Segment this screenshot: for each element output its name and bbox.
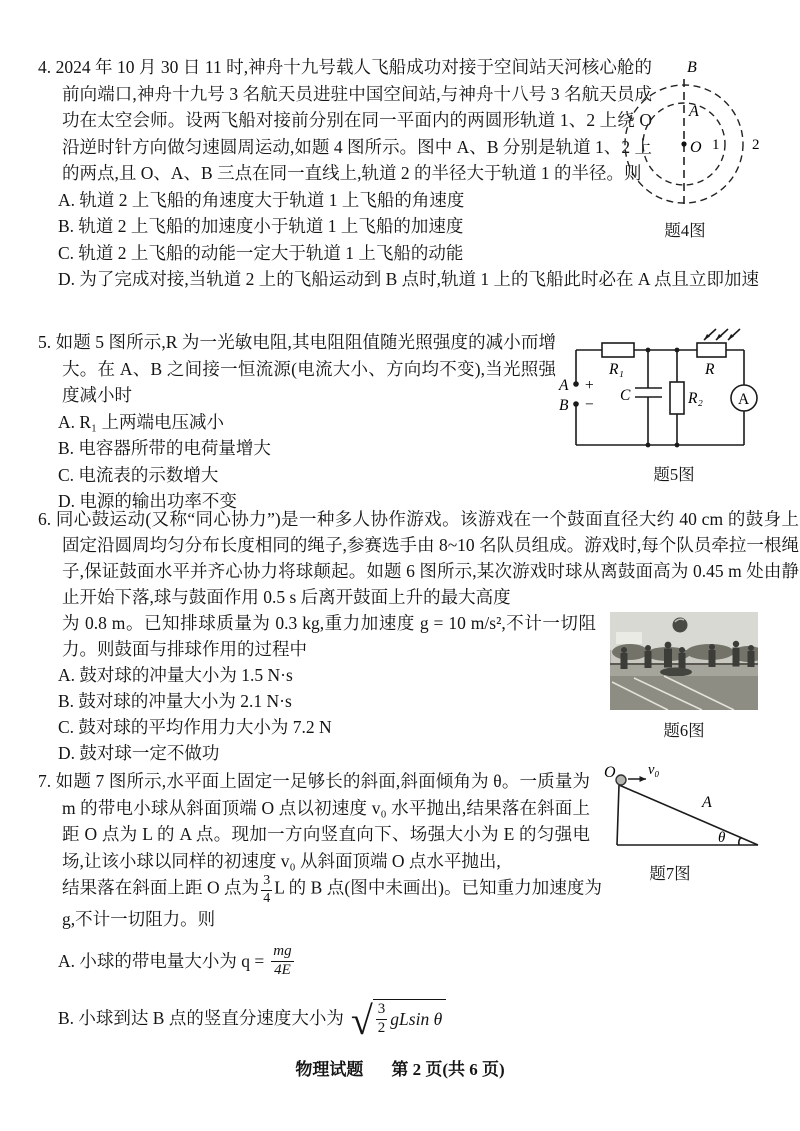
incline-diagram bbox=[598, 757, 782, 853]
circuit-label-minus: − bbox=[585, 396, 594, 413]
question-5-option-a: A. R₁ 上两端电压减小 bbox=[58, 411, 225, 432]
orbit-label-a: A bbox=[689, 103, 699, 120]
circuit-diagram bbox=[556, 328, 792, 454]
figure-4 bbox=[616, 58, 772, 242]
page-footer bbox=[0, 1057, 800, 1084]
circuit-label-r2: R₂ bbox=[688, 390, 703, 407]
figure-6 bbox=[610, 612, 758, 742]
question-6-option-c: C. 鼓对球的平均作用力大小为 7.2 N bbox=[58, 717, 332, 737]
orbit-diagram bbox=[616, 58, 772, 210]
incline-label-theta: θ bbox=[718, 830, 726, 846]
fraction-three-quarters: $\frac{3}{4}$ bbox=[263, 873, 271, 906]
question-7-option-b: B. 小球到达 B 点的竖直分速度大小为 √ $\frac{3}{2}$ gLsin θ bbox=[58, 999, 774, 1037]
figure-5-caption: 题5图 bbox=[653, 464, 695, 484]
question-6-number: 6. bbox=[38, 509, 52, 529]
game-photo bbox=[610, 612, 758, 710]
question-4-option-b: B. 轨道 2 上飞船的加速度小于轨道 1 上飞船的加速度 bbox=[58, 216, 464, 236]
circuit-label-ammeter: A bbox=[738, 391, 750, 408]
circuit-label-c: C bbox=[620, 387, 631, 404]
square-root-expression: √ $\frac{3}{2}$ gLsin θ bbox=[351, 999, 446, 1037]
question-6-option-b: B. 鼓对球的冲量大小为 2.1 N·s bbox=[58, 691, 292, 711]
incline-label-o: O bbox=[604, 764, 616, 781]
question-5-option-c: C. 电流表的示数增大 bbox=[58, 464, 219, 485]
question-4-option-a: A. 轨道 2 上飞船的角速度大于轨道 1 上飞船的角速度 bbox=[58, 189, 465, 210]
question-4-option-c: C. 轨道 2 上飞船的动能一定大于轨道 1 上飞船的动能 bbox=[58, 242, 464, 263]
circuit-label-term-b: B bbox=[559, 397, 569, 414]
figure-4-caption: 题4图 bbox=[664, 220, 706, 240]
question-5-stem: 5. 如题 5 图所示,R 为一光敏电阻,其电阻阻值随光照强度的减小而增大。在 A、B 之间接一恒流源(电流大小、方向均不变),当光照强度减小时 bbox=[38, 332, 557, 405]
fraction-three-halves: $\frac{3}{2}$ bbox=[377, 1001, 386, 1037]
question-6-stem-part1: 6. 同心鼓运动(又称“同心协力”)是一种多人协作游戏。该游戏在一个鼓面直径大约 40 cm 的鼓身上固定沿圆周均匀分布长度相同的绳子,参赛选手由 8~10 名队员组成。游戏时,每个队员牵拉一根绳子,保证鼓面水平并齐心协力将球颠起。如题 6 图所示,某次游戏时球从离鼓面高为 0.45 m 处由静止开始下落,球与鼓面作用 0.5 s 后离开鼓面上升的最大高度 bbox=[38, 509, 799, 607]
question-7-stem-continued: 结果落在斜面上距 O 点为 $\frac{3}{4}$ L 的 B 点(图中未画出)。已知重力加速度为 g,不计一切阻力。则 bbox=[62, 873, 602, 930]
orbit-label-o: O bbox=[690, 139, 702, 156]
orbit-label-b: B bbox=[687, 59, 697, 76]
question-5-option-b: B. 电容器所带的电荷量增大 bbox=[58, 438, 271, 458]
question-6-option-d: D. 鼓对球一定不做功 bbox=[58, 743, 220, 763]
incline-label-a: A bbox=[702, 794, 712, 811]
question-4-number: 4. bbox=[38, 57, 52, 77]
question-6-option-a: A. 鼓对球的冲量大小为 1.5 N·s bbox=[58, 665, 293, 685]
figure-7-caption: 题7图 bbox=[649, 863, 691, 883]
circuit-label-r: R bbox=[705, 361, 715, 378]
question-4-option-d: D. 为了完成对接,当轨道 2 上的飞船运动到 B 点时,轨道 1 上的飞船此时必在 A 点且立即加速 bbox=[58, 269, 759, 289]
incline-label-v0: v₀ bbox=[648, 762, 660, 778]
orbit-label-1: 1 bbox=[712, 137, 720, 153]
figure-5 bbox=[556, 328, 792, 486]
orbit-label-2: 2 bbox=[752, 137, 760, 153]
question-7-option-a: A. 小球的带电量大小为 q = $\frac{mg}{4E}$ bbox=[58, 942, 292, 978]
question-5-option-d: D. 电源的输出功率不变 bbox=[58, 491, 237, 511]
fraction-mg-4e: $\frac{mg}{4E}$ bbox=[273, 942, 292, 978]
question-5-number: 5. bbox=[38, 332, 52, 352]
circuit-label-r1: R₁ bbox=[609, 361, 624, 378]
question-7-number: 7. bbox=[38, 771, 52, 791]
circuit-label-plus: + bbox=[585, 377, 594, 394]
question-7-stem: 7. 如题 7 图所示,水平面上固定一足够长的斜面,斜面倾角为 θ。一质量为 m 的带电小球从斜面顶端 O 点以初速度 v₀ 水平抛出,结果落在斜面上距 O 点为 L 的 A 点。现加一方向竖直向下、场强大小为 E 的匀强电场,让该小球以同样的初速度 v₀ 从斜面顶端 O 点水平抛出, bbox=[38, 771, 591, 871]
figure-7 bbox=[598, 757, 782, 885]
footer-subject: 物理试题 bbox=[295, 1060, 364, 1079]
footer-page-number: 第 2 页(共 6 页) bbox=[391, 1060, 505, 1079]
circuit-label-term-a: A bbox=[559, 377, 569, 394]
question-4-stem: 4. 2024 年 10 月 30 日 11 时,神舟十九号载人飞船成功对接于空间站天河核心舱的前向端口,神舟十九号 3 名航天员进驻中国空间站,与神舟十八号 3 名航天员成功在太空会师。设两飞船对接前分别在同一平面内的两圆形轨道 1、2 上绕 O 沿逆时针方向做匀速圆周运动,如题 4 图所示。图中 A、B 分别是轨道 1、2 上的两点,且 O、A、B 三点在同一直线上,轨道 2 的半径大于轨道 1 的半径。则 bbox=[38, 57, 652, 183]
question-6-stem-part2: 为 0.8 m。已知排球质量为 0.3 kg,重力加速度 g = 10 m/s²,不计一切阻力。则鼓面与排球作用的过程中 bbox=[62, 613, 596, 659]
figure-6-caption: 题6图 bbox=[663, 720, 705, 740]
